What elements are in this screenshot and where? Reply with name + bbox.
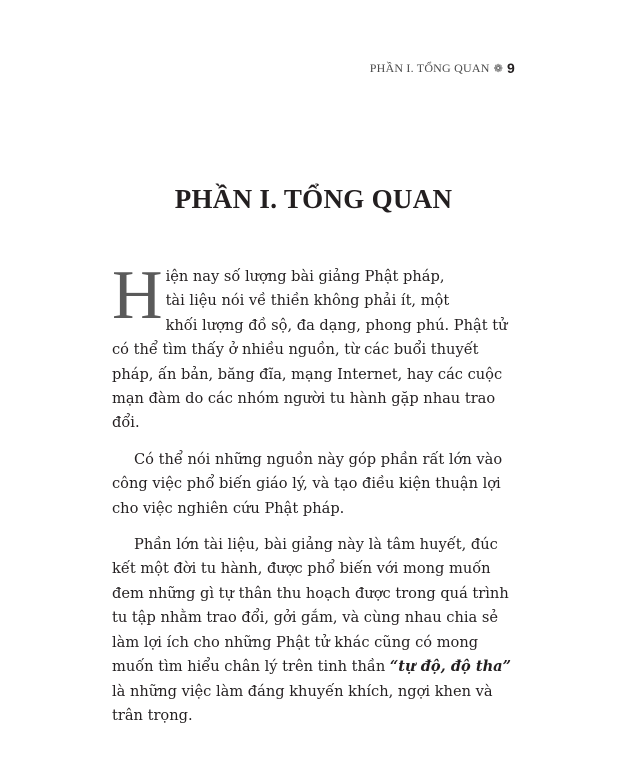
paragraph-1-line-2: tài liệu nói về thiền không phải ít, một (165, 292, 450, 310)
running-header-section: PHẦN I. TỔNG QUAN (369, 60, 490, 75)
running-header (370, 60, 515, 76)
paragraph-1 (112, 257, 522, 436)
paragraph-2: Có thể nói những nguồn này góp phần rất lớn vào công việc phổ biến giáo lý, và tạo điều kiện thuận lợi cho việc nghiên cứu Phật pháp. (112, 450, 503, 517)
paragraph-3-before: Phần lớn tài liệu, bài giảng này là tâm huyết, đúc kết một đời tu hành, được phổ biến với mong muốn đem những gì tự thân thu hoạch được trong quá trình tu tập nhằm trao đổi, gởi gắm, và cùng nhau chia sẻ làm lợi ích cho những Phật tử khác cũng có mong muốn tìm hiểu chân lý trên tinh thần (112, 536, 509, 676)
paragraph-1-rest: khối lượng đồ sộ, đa dạng, phong phú. Phật tử có thể tìm thấy ở nhiều nguồn, từ các buổi thuyết pháp, ấn bản, băng đĩa, mạng Internet, hay các cuộc mạn đàm do các nhóm người tu hành gặp nhau trao đổi. (112, 316, 508, 432)
paragraph-1-line-1: iện nay số lượng bài giảng Phật pháp, (165, 268, 445, 285)
body-text (112, 257, 522, 740)
paragraph-3-after: là những việc làm đáng khuyến khích, ngợi khen và trân trọng. (112, 682, 493, 724)
drop-cap: H (112, 257, 163, 334)
flower-ornament-icon: ❁ (493, 62, 503, 75)
paragraph-3-emphasis: “tự độ, độ tha” (389, 658, 512, 676)
paragraph-3 (112, 533, 522, 728)
chapter-title: PHẦN I. TỔNG QUAN (174, 184, 453, 214)
page-number: 9 (507, 60, 515, 76)
